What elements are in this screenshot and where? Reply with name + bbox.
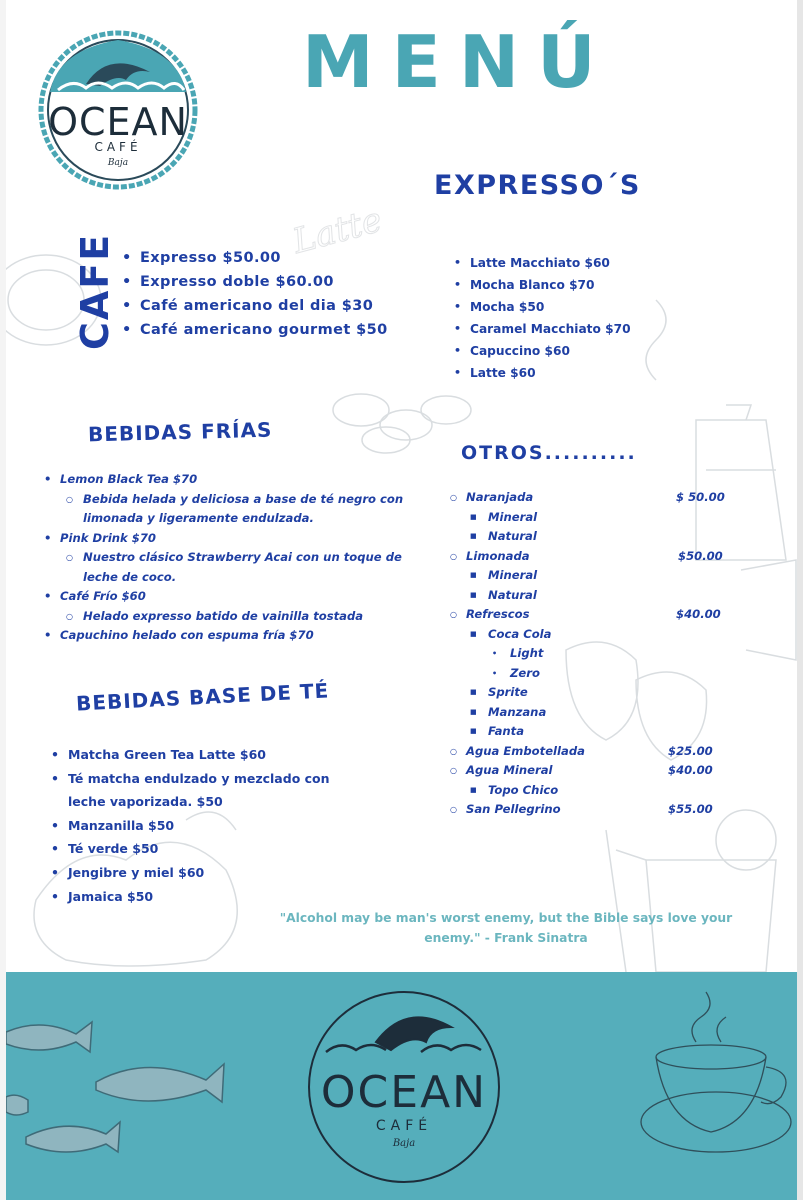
te-list — [48, 743, 368, 908]
list-item: • Manzanilla $50 — [48, 814, 368, 838]
list-item: • Café Frío $60 — [42, 587, 422, 607]
list-item: • Caramel Macchiato $70 — [452, 318, 631, 340]
cafe-heading: CAFE — [73, 232, 117, 350]
item-description: ○ Nuestro clásico Strawberry Acai con un toque de leche de coco. — [42, 548, 422, 587]
footer-logo-sub: CAFÉ — [375, 1118, 433, 1134]
list-item: • Expresso doble $60.00 — [122, 270, 388, 294]
list-item: ■ Topo Chico — [470, 782, 559, 797]
te-heading: BEBIDAS BASE DE TÉ — [75, 678, 330, 716]
latte-watermark: Latte — [288, 199, 387, 262]
list-item: ■ Fanta — [470, 724, 525, 738]
list-item: • Mocha Blanco $70 — [452, 274, 631, 296]
list-item: • Café americano gourmet $50 — [122, 318, 388, 342]
fish-icon — [6, 1095, 28, 1115]
expressos-heading: EXPRESSO´S — [434, 170, 641, 201]
list-item: • Capuchino helado con espuma fría $70 — [42, 626, 422, 646]
logo-script: Baja — [107, 158, 129, 168]
list-item: ■ Sprite — [470, 685, 528, 699]
list-item: ○ Agua Mineral $40.00 — [450, 763, 713, 777]
list-item: • Pink Drink $70 — [42, 529, 422, 549]
list-item: ○ Agua Embotellada $25.00 — [450, 743, 713, 758]
quote: "Alcohol may be man's worst enemy, but the Bible says love your enemy." - Frank Sinatra — [279, 911, 733, 945]
list-item: ■ Mineral — [470, 509, 538, 524]
page-title: MENÚ — [302, 20, 614, 104]
list-item: • Light — [492, 646, 544, 660]
footer-band — [6, 972, 797, 1200]
logo-sub: CAFÉ — [94, 140, 142, 154]
menu-page — [6, 0, 797, 1200]
expressos-list — [452, 252, 631, 384]
fish-icon — [96, 1064, 224, 1102]
ocean-cafe-logo — [38, 30, 198, 190]
fish-icon — [26, 1122, 120, 1152]
list-item: ■ Manzana — [470, 704, 547, 719]
list-item: • Té verde $50 — [48, 837, 368, 861]
list-item: • Té matcha endulzado y mezclado con leche vaporizada. $50 — [48, 767, 368, 814]
list-item: • Café americano del dia $30 — [122, 294, 388, 318]
list-item: ○ San Pellegrino $55.00 — [450, 802, 713, 816]
list-item: • Capuccino $60 — [452, 340, 631, 362]
list-item: • Lemon Black Tea $70 — [42, 470, 422, 490]
list-item: ■ Mineral — [470, 568, 538, 582]
list-item: • Latte $60 — [452, 362, 631, 384]
list-item: • Latte Macchiato $60 — [452, 252, 631, 274]
list-item: • Jamaica $50 — [48, 885, 368, 909]
page-edge — [797, 0, 803, 1200]
list-item: ○ Limonada $50.00 — [450, 548, 723, 563]
logo-name: OCEAN — [48, 100, 188, 144]
list-item: • Expresso $50.00 — [122, 246, 388, 270]
list-item: ○ Refrescos $40.00 — [450, 607, 721, 621]
frias-heading: BEBIDAS FRÍAS — [87, 417, 273, 447]
list-item: ■ Coca Cola — [470, 626, 552, 641]
fish-icon — [6, 1022, 92, 1052]
cafe-list — [122, 246, 388, 342]
list-item: • Zero — [492, 665, 540, 680]
coffee-cup-icon — [641, 992, 791, 1152]
frias-list — [42, 470, 422, 646]
list-item: • Mocha $50 — [452, 296, 631, 318]
list-item: • Matcha Green Tea Latte $60 — [48, 743, 368, 767]
footer-logo-name: OCEAN — [320, 1067, 488, 1118]
list-item: ○ Naranjada $ 50.00 — [450, 490, 725, 504]
otros-heading: OTROS.......... — [461, 442, 637, 464]
list-item: ■ Natural — [470, 587, 537, 602]
item-description: ○ Bebida helada y deliciosa a base de té negro con limonada y ligeramente endulzada. — [42, 490, 422, 529]
otros-list — [450, 488, 750, 820]
list-item: • Jengibre y miel $60 — [48, 861, 368, 885]
list-item: ■ Natural — [470, 529, 537, 543]
footer-logo-script: Baja — [392, 1138, 416, 1149]
item-description: ○ Helado expresso batido de vainilla tostada — [42, 607, 422, 627]
